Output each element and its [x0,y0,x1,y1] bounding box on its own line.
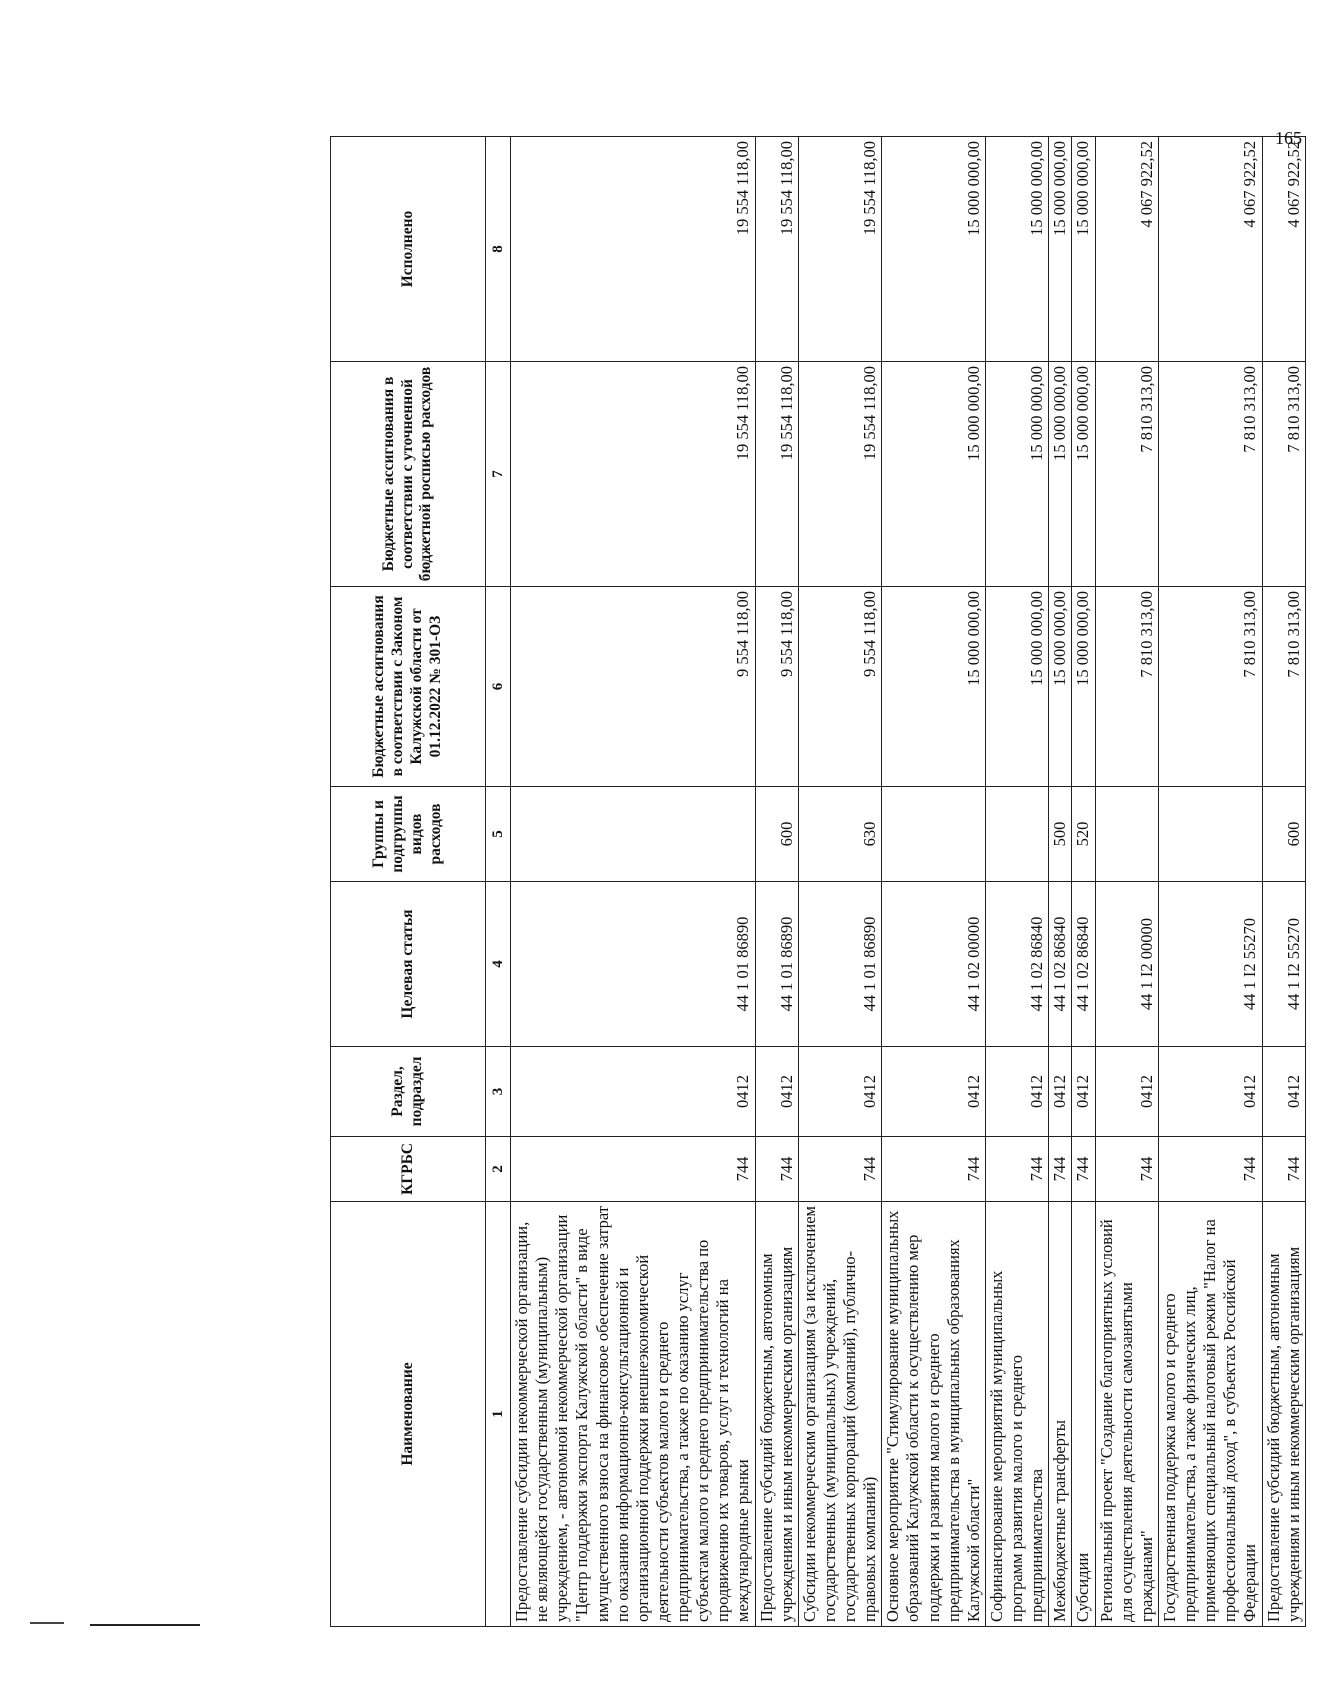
row-target-article-cell: 44 1 02 00000 [882,882,986,1047]
col-header-section: Раздел, подраздел [331,1047,486,1137]
row-target-article-cell: 44 1 I2 55270 [1158,882,1262,1047]
row-name-cell: Предоставление субсидий бюджетным, автономным учреждениям и иным некоммерческим организациям [1262,1202,1305,1627]
col-number: 7 [486,362,511,587]
row-law-amount-cell: 15 000 000,00 [985,587,1048,787]
row-name-cell: Региональный проект "Создание благоприятных условий для осуществления деятельности самозанятыми гражданами" [1095,1202,1158,1627]
col-number: 5 [486,787,511,882]
table-row [1049,137,1072,1627]
col-header-expense-type: Группы и подгруппы видов расходов [331,787,486,882]
row-target-article-cell: 44 1 01 86890 [511,882,756,1047]
row-kgrbs-cell: 744 [1262,1137,1305,1202]
row-kgrbs-cell: 744 [882,1137,986,1202]
row-executed-amount-cell: 15 000 000,00 [882,137,986,362]
col-header-kgrbs: КГРБС [331,1137,486,1202]
row-law-amount-cell: 15 000 000,00 [1072,587,1095,787]
row-name-cell: Субсидии [1072,1202,1095,1627]
row-refined-amount-cell: 7 810 313,00 [1262,362,1305,587]
row-section-cell: 0412 [798,1047,882,1137]
row-name-cell: Предоставление субсидии некоммерческой организации, не являющейся государственным (муниципальным) учреждением, - автономной некоммерческой организации "Центр поддержки экспорта Калужской области" в виде имущественного взноса на финансовое обеспечение затрат по оказанию информационно-консультационной и организационной поддержки внешнеэкономической деятельности субъектов малого и среднего предпринимательства, а также по оказанию услуг субъектам малого и среднего предпринимательства по продвижению их товаров, услуг и технологий на международные рынки [511,1202,756,1627]
col-header-target-article: Целевая статья [331,882,486,1047]
row-section-cell: 0412 [985,1047,1048,1137]
row-name-cell: Софинансирование мероприятий муниципальных программ развития малого и среднего предпринимательства [985,1202,1048,1627]
row-law-amount-cell: 15 000 000,00 [882,587,986,787]
row-refined-amount-cell: 15 000 000,00 [1049,362,1072,587]
row-kgrbs-cell: 744 [798,1137,882,1202]
row-expense-type-cell: 600 [755,787,798,882]
page-number: 165 [1275,128,1302,148]
table-row [1095,137,1158,1627]
row-section-cell: 0412 [511,1047,756,1137]
row-target-article-cell: 44 1 I2 00000 [1095,882,1158,1047]
budget-table [330,136,1306,1627]
row-refined-amount-cell: 19 554 118,00 [511,362,756,587]
row-target-article-cell: 44 1 02 86840 [1072,882,1095,1047]
row-name-cell: Основное мероприятие "Стимулирование муниципальных образований Калужской области к осуществлению мер поддержки и развития малого и среднего предпринимательства в муниципальных образованиях Калужской области" [882,1202,986,1627]
row-section-cell: 0412 [1158,1047,1262,1137]
row-refined-amount-cell: 7 810 313,00 [1158,362,1262,587]
row-law-amount-cell: 7 810 313,00 [1262,587,1305,787]
row-executed-amount-cell: 19 554 118,00 [755,137,798,362]
row-target-article-cell: 44 1 02 86840 [985,882,1048,1047]
table-row [985,137,1048,1627]
table-row [798,137,882,1627]
scan-edge-mark [90,1610,200,1626]
row-executed-amount-cell: 15 000 000,00 [985,137,1048,362]
row-expense-type-cell [511,787,756,882]
row-law-amount-cell: 15 000 000,00 [1049,587,1072,787]
table-row [1262,137,1305,1627]
row-expense-type-cell: 600 [1262,787,1305,882]
table-row [511,137,756,1627]
row-name-cell: Субсидии некоммерческим организациям (за исключением государственных (муниципальных) учреждений, государственных корпораций (компаний), публично-правовых компаний) [798,1202,882,1627]
row-expense-type-cell: 500 [1049,787,1072,882]
row-section-cell: 0412 [1095,1047,1158,1137]
row-name-cell: Государственная поддержка малого и среднего предпринимательства, а также физических лиц, применяющих специальный налоговый режим "Налог на профессиональный доход", в субъектах Российской Федерации [1158,1202,1262,1627]
row-target-article-cell: 44 1 02 86840 [1049,882,1072,1047]
row-section-cell: 0412 [755,1047,798,1137]
rotated-page [130,72,1330,1697]
row-executed-amount-cell: 4 067 922,52 [1262,137,1305,362]
row-kgrbs-cell: 744 [511,1137,756,1202]
col-number: 8 [486,137,511,362]
row-expense-type-cell [985,787,1048,882]
row-expense-type-cell [882,787,986,882]
table-row [1158,137,1262,1627]
row-target-article-cell: 44 1 01 86890 [755,882,798,1047]
row-expense-type-cell: 630 [798,787,882,882]
col-header-law-allocations: Бюджетные ассигнования в соответствии с Законом Калужской области от 01.12.2022 № 301-ОЗ [331,587,486,787]
row-expense-type-cell [1158,787,1262,882]
col-number: 4 [486,882,511,1047]
row-target-article-cell: 44 1 I2 55270 [1262,882,1305,1047]
row-expense-type-cell: 520 [1072,787,1095,882]
row-kgrbs-cell: 744 [985,1137,1048,1202]
row-kgrbs-cell: 744 [1095,1137,1158,1202]
header-row [331,137,486,1627]
col-number: 6 [486,587,511,787]
row-section-cell: 0412 [1049,1047,1072,1137]
row-name-cell: Предоставление субсидий бюджетным, автономным учреждениям и иным некоммерческим организациям [755,1202,798,1627]
row-law-amount-cell: 9 554 118,00 [798,587,882,787]
col-number: 2 [486,1137,511,1202]
row-refined-amount-cell: 15 000 000,00 [985,362,1048,587]
row-section-cell: 0412 [1262,1047,1305,1137]
row-law-amount-cell: 9 554 118,00 [755,587,798,787]
row-law-amount-cell: 7 810 313,00 [1158,587,1262,787]
row-executed-amount-cell: 15 000 000,00 [1049,137,1072,362]
row-executed-amount-cell: 19 554 118,00 [798,137,882,362]
row-section-cell: 0412 [1072,1047,1095,1137]
row-kgrbs-cell: 744 [1049,1137,1072,1202]
row-refined-amount-cell: 19 554 118,00 [798,362,882,587]
col-header-name: Наименование [331,1202,486,1627]
table-row [1072,137,1095,1627]
row-refined-amount-cell: 15 000 000,00 [1072,362,1095,587]
col-number: 1 [486,1202,511,1627]
row-target-article-cell: 44 1 01 86890 [798,882,882,1047]
row-kgrbs-cell: 744 [1072,1137,1095,1202]
row-executed-amount-cell: 4 067 922,52 [1158,137,1262,362]
row-refined-amount-cell: 19 554 118,00 [755,362,798,587]
table-body [511,137,1306,1627]
row-refined-amount-cell: 7 810 313,00 [1095,362,1158,587]
row-name-cell: Межбюджетные трансферты [1049,1202,1072,1627]
col-header-refined-allocations: Бюджетные ассигнования в соответствии с уточненной бюджетной росписью расходов [331,362,486,587]
row-refined-amount-cell: 15 000 000,00 [882,362,986,587]
row-law-amount-cell: 7 810 313,00 [1095,587,1158,787]
table-row [755,137,798,1627]
row-executed-amount-cell: 4 067 922,52 [1095,137,1158,362]
row-executed-amount-cell: 19 554 118,00 [511,137,756,362]
table-row [882,137,986,1627]
row-section-cell: 0412 [882,1047,986,1137]
col-header-executed: Исполнено [331,137,486,362]
column-number-row [486,137,511,1627]
col-number: 3 [486,1047,511,1137]
row-expense-type-cell [1095,787,1158,882]
row-kgrbs-cell: 744 [755,1137,798,1202]
row-executed-amount-cell: 15 000 000,00 [1072,137,1095,362]
row-law-amount-cell: 9 554 118,00 [511,587,756,787]
row-kgrbs-cell: 744 [1158,1137,1262,1202]
